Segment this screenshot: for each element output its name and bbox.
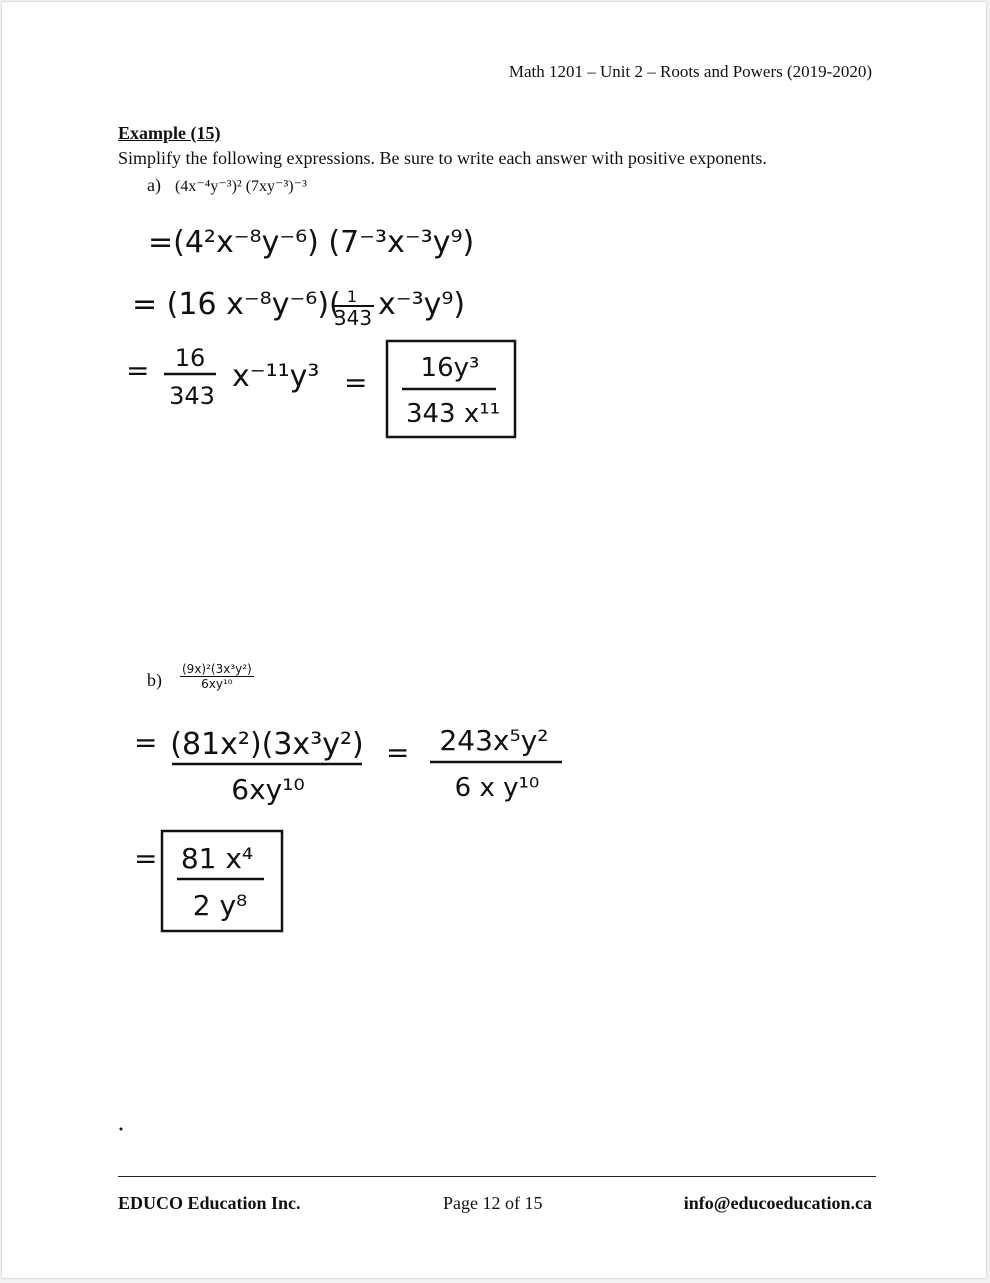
- part-b-eq2: =: [386, 736, 410, 769]
- part-b-step2-num: 243x⁵y²: [439, 724, 549, 757]
- example-title: Example (15): [118, 123, 221, 143]
- part-a-step3-eq: =: [126, 354, 150, 387]
- document-page: [2, 2, 986, 1278]
- part-a-answer-num: 16y³: [420, 353, 480, 383]
- part-b-eq3: =: [134, 842, 158, 875]
- footer-divider: [118, 1176, 876, 1177]
- stray-dot: [120, 1128, 123, 1131]
- part-a-step3-num: 16: [174, 344, 206, 372]
- part-a-step2-frac-den: 343: [333, 306, 373, 330]
- part-b-step1-num: (81x²)(3x³y²): [170, 727, 364, 762]
- header-title: Math 1201 – Unit 2 – Roots and Powers (2019-2020): [508, 62, 872, 81]
- footer-email: info@educoeducation.ca: [683, 1193, 872, 1213]
- part-b-expr-denominator: 6xy¹⁰: [201, 677, 233, 691]
- part-a-expression: (4x⁻⁴y⁻³)² (7xy⁻³)⁻³: [175, 178, 307, 195]
- part-b-answer-den: 2 y⁸: [192, 889, 248, 922]
- part-b-expr-numerator: (9x)²(3x³y²): [182, 662, 252, 676]
- instructions: Simplify the following expressions. Be sure to write each answer with positive exponents.: [118, 148, 767, 168]
- part-a-step2-right: x⁻³y⁹): [378, 287, 466, 322]
- part-a-answer-den: 343 x¹¹: [405, 399, 501, 429]
- part-b-label: b): [147, 670, 162, 690]
- footer-company: EDUCO Education Inc.: [118, 1193, 301, 1213]
- part-b-answer-num: 81 x⁴: [180, 842, 254, 875]
- part-b-step1-den: 6xy¹⁰: [231, 773, 305, 806]
- part-b-step2-den: 6 x y¹⁰: [454, 773, 540, 803]
- part-b-eq1: =: [134, 726, 158, 759]
- part-a-step3-eq2: =: [344, 366, 368, 399]
- footer-page-number: Page 12 of 15: [443, 1193, 543, 1213]
- part-a-step3-den: 343: [169, 382, 215, 410]
- handwritten-work: [2, 2, 986, 1278]
- part-a-step2-frac-num: 1: [346, 287, 358, 306]
- part-a-step1: =(4²x⁻⁸y⁻⁶) (7⁻³x⁻³y⁹): [148, 225, 475, 260]
- part-a-label: a): [147, 175, 161, 195]
- part-a-step2-left: = (16 x⁻⁸y⁻⁶)(: [132, 287, 341, 322]
- part-a-step3-vars: x⁻¹¹y³: [232, 359, 320, 394]
